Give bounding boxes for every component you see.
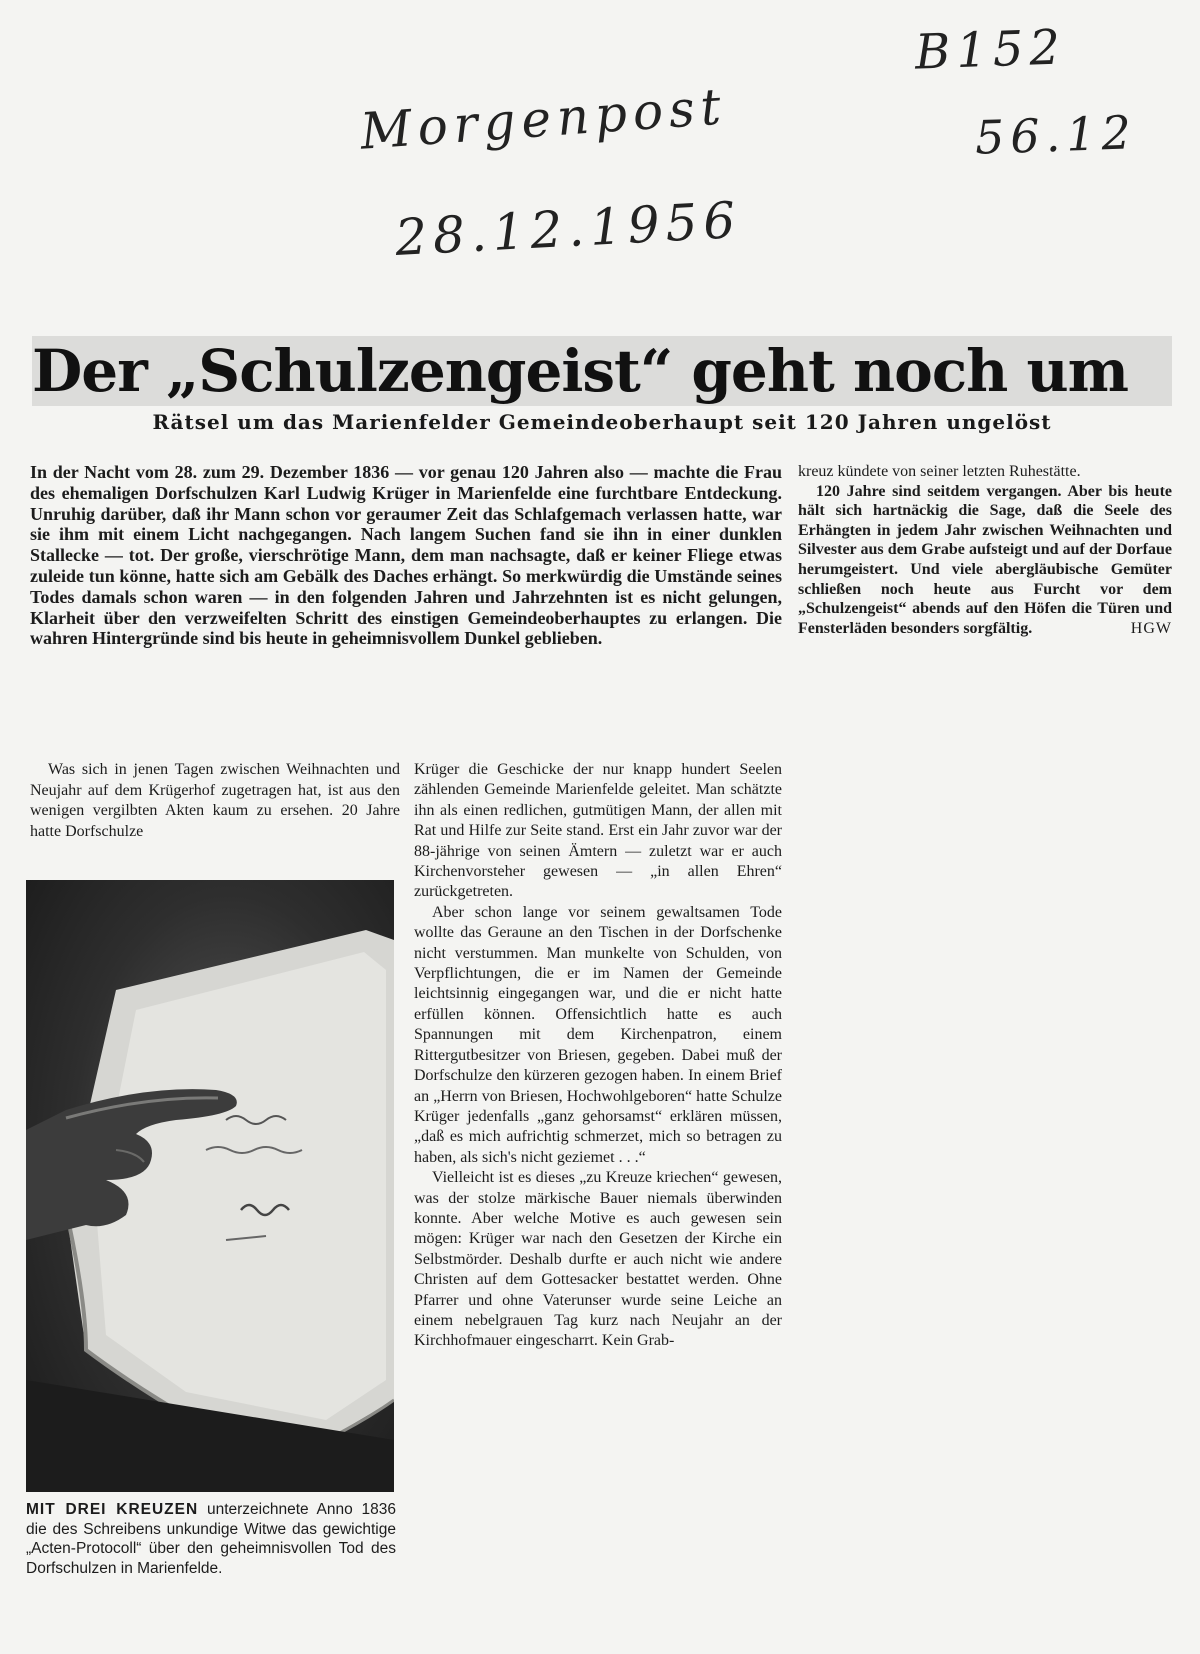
document-photo-icon	[26, 880, 394, 1492]
column-1-text: Was sich in jenen Tagen zwischen Weihnachten und Neujahr auf dem Krügerhof zugetragen hat, ist aus den wenigen vergilbten Akten kaum zu ersehen. 20 Jahre hatte Dorfschulze	[30, 761, 400, 840]
handwritten-source-note: Morgenpost	[358, 77, 729, 161]
column-2-paragraph-2: Aber schon lange vor seinem gewaltsamen Tode wollte das Geraune an den Tischen in der Dorfschenke nicht verstummen. Man munkelte von Schulden, von Verpflichtungen, die er im Namen der Gemeinde leichtsinnig eingegangen war, und die er nicht hatte erfüllen können. Offensichtlich hatte es auch Spannungen mit dem Kirchenpatron, einem Rittergutbesitzer von Briesen, gegeben. Dabei muß der Dorfschulze den kürzeren gezogen haben. In einem Brief an „Herrn von Briesen, Hochwohlgeboren“ hatte Schulze Krüger jedenfalls „ganz gehorsamst“ erklären müssen, „daß es mich aufrichtig schmerzet, mich so betragen zu haben, als sich's nicht geziemet . . .“	[414, 903, 782, 1166]
author-signature: HGW	[1130, 619, 1172, 637]
column-2-paragraph-1: Krüger die Geschicke der nur knapp hundert Seelen zählenden Gemeinde Marienfelde geleitet. Man schätzte ihn als einen redlichen, gutmütigen Mann, der allen mit Rat und Hilfe zur Seite stand. Erst ein Jahr zuvor war der 88-jährige von seinen Ämtern — zuletzt war er auch Kirchenvorsteher gewesen — „in allen Ehren“ zurückgetreten.	[414, 761, 782, 901]
caption-text: unterzeichnete Anno 1836 die des Schreibens unkundige Witwe das gewichtige „Acten-Protocoll“ über den geheimnisvollen Tod des Dorfschulzen in Marienfelde.	[26, 1501, 397, 1577]
handwritten-date-note: 28.12.1956	[393, 190, 743, 268]
caption-leadin: MIT DREI KREUZEN	[26, 1501, 199, 1518]
handwritten-number-note: 56.12	[974, 105, 1138, 165]
article-lead-paragraph	[30, 462, 782, 649]
article-photo	[26, 880, 394, 1492]
handwritten-reference-note: B152	[914, 19, 1067, 81]
lead-text: In der Nacht vom 28. zum 29. Dezember 1836 — vor genau 120 Jahren also — machte die Frau des ehemaligen Dorfschulzen Karl Ludwig Krüger in Marienfelde eine furchtbare Entdeckung. Unruhig darüber, daß ihr Mann schon vor geraumer Zeit das Schlafgemach verlassen hatte, war sie ihm mit einem Licht nachgegangen. Nach langem Suchen fand sie ihn in einer dunklen Stallecke — tot. Der große, vierschrötige Mann, dem man nachsagte, daß er keiner Fliege etwas zuleide tun könne, hatte sich am Gebälk des Daches erhängt. So merkwürdig die Umstände seines Todes damals schon waren — in den folgenden Jahren und Jahrzehnten ist es nicht gelungen, Klarheit über den verzweifelten Schritt des einstigen Gemeindeoberhauptes zu erlangen. Die wahren Hintergründe sind bis heute in geheimnisvollem Dunkel geblieben.	[30, 462, 782, 649]
column-3-paragraph-1: kreuz kündete von seiner letzten Ruhestätte.	[798, 463, 1081, 480]
article-column-3	[798, 462, 1172, 638]
article-column-1	[30, 760, 400, 842]
article-column-2	[414, 760, 782, 1352]
column-3-paragraph-2	[798, 482, 1172, 639]
article-headline: Der „Schulzengeist“ geht noch um	[32, 336, 1172, 406]
photo-caption	[26, 1500, 396, 1578]
column-3-paragraph-2-text: 120 Jahre sind seitdem vergangen. Aber bis heute hält sich hartnäckig die Sage, daß die Seele des Erhängten in jedem Jahr zwischen Weihnachten und Silvester aus dem Grabe aufsteigt und auf der Dorfaue herumgeistert. Und viele abergläubische Gemüter schließen noch heute aus Furcht vor dem „Schulzengeist“ abends auf den Höfen die Türen und Fensterläden besonders sorgfältig.	[798, 482, 1172, 637]
column-2-paragraph-3: Vielleicht ist es dieses „zu Kreuze kriechen“ gewesen, was der stolze märkische Bauer niemals überwinden konnte. Aber welche Motive es auch gewesen sein mögen: Krüger war nach den Gesetzen der Kirche ein Selbstmörder. Deshalb durfte er auch nicht wie andere Christen auf dem Gottesacker bestattet werden. Ohne Pfarrer und ohne Vaterunser wurde seine Leiche an einem nebelgrauen Tag kurz nach Neujahr an der Kirchhofmauer eingescharrt. Kein Grab-	[414, 1169, 782, 1350]
newspaper-clipping	[26, 336, 1172, 1626]
article-subheadline: Rätsel um das Marienfelder Gemeindeoberhaupt seit 120 Jahren ungelöst	[152, 410, 1052, 434]
